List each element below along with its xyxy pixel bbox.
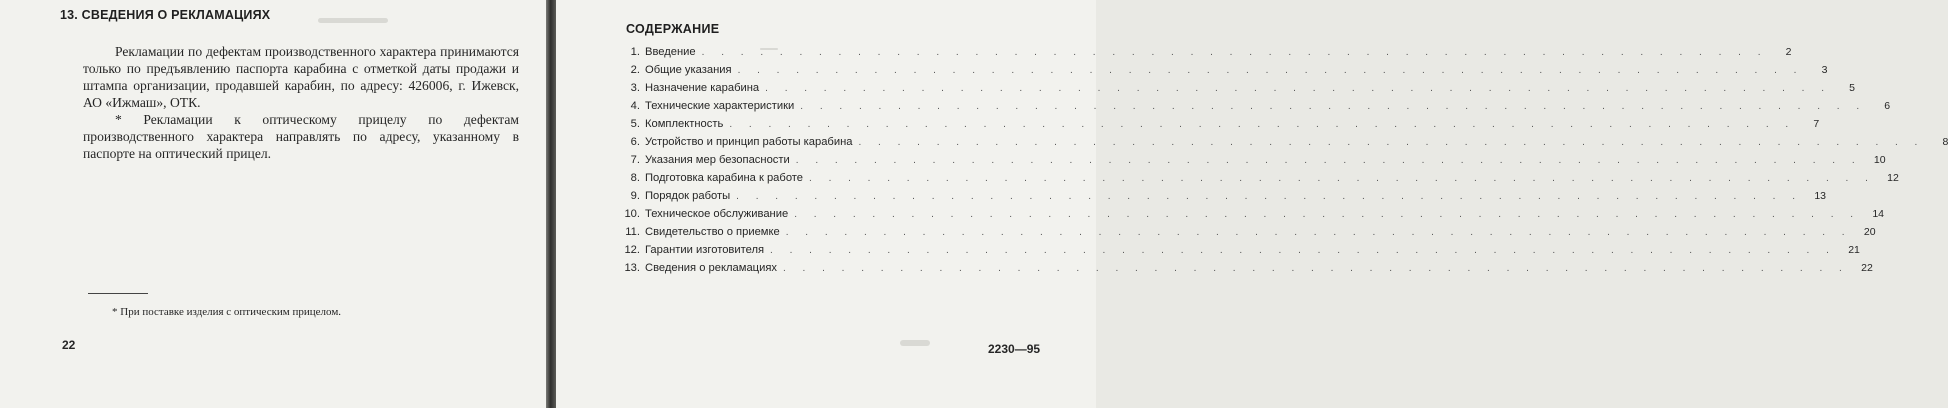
- toc-title: СОДЕРЖАНИЕ: [626, 22, 720, 36]
- toc-leader-dots: . . . . . . . . . . . . . . . . . . . . . . . . . . . . . . . . . . . . . . . . . . . . . . . . . . . . . . .: [782, 263, 1849, 274]
- page-number: 22: [62, 338, 76, 352]
- toc-leader-dots: . . . . . . . . . . . . . . . . . . . . . . . . . . . . . . . . . . . . . . . . . . . . . . . . . . . . . . .: [809, 173, 1875, 184]
- toc-item-number: 8.: [630, 172, 640, 184]
- toc-item-safety: [616, 154, 1886, 172]
- toc-leader-dots: . . . . . . . . . . . . . . . . . . . . . . . . . . . . . . . . . . . . . . . . . . . . . . . . . . . . . . .: [701, 47, 1768, 58]
- section-title: 13. СВЕДЕНИЯ О РЕКЛАМАЦИЯХ: [60, 8, 271, 22]
- toc-item-number: 5.: [630, 118, 640, 130]
- toc-item-page: 12: [1887, 172, 1899, 184]
- toc-item-page: 14: [1872, 208, 1885, 220]
- toc-leader-dots: . . . . . . . . . . . . . . . . . . . . . . . . . . . . . . . . . . . . . . . . . . . . . . . . . . . . . . .: [794, 209, 1861, 220]
- toc-item-label: Подготовка карабина к работе: [645, 172, 804, 184]
- toc-item-page: 13: [1814, 190, 1827, 202]
- toc-item-page: 20: [1863, 226, 1876, 238]
- toc-item-label: Техническое обслуживание: [645, 208, 789, 220]
- scan-smudge: [318, 18, 388, 23]
- toc-item-label: Устройство и принцип работы карабина: [645, 136, 853, 148]
- toc-item-page: 3: [1821, 64, 1828, 76]
- toc-item-page: 7: [1813, 118, 1820, 130]
- toc-item-number: 1.: [630, 46, 640, 58]
- toc-item-label: Свидетельство о приемке: [645, 226, 780, 238]
- toc-leader-dots: . . . . . . . . . . . . . . . . . . . . . . . . . . . . . . . . . . . . . . . . . . . . . . . . . . . . . . .: [785, 227, 1852, 238]
- toc-item-specs: [616, 100, 1891, 118]
- toc-item-number: 6.: [630, 136, 640, 148]
- toc-item-number: 12.: [624, 244, 640, 256]
- toc-leader-dots: . . . . . . . . . . . . . . . . . . . . . . . . . . . . . . . . . . . . . . . . . . . . . . . . . . . . . . .: [770, 245, 1836, 256]
- toc-item-label: Общие указания: [645, 64, 732, 76]
- complaint-paragraph-1: Рекламации по дефектам производственного характера принимаются только по предъявлению паспорта карабина с отметкой даты продажи и штампа организации, продавшей карабин, по адресу: 426006, г. Ижевск, АО «Ижмаш», ОТК.: [83, 44, 519, 110]
- toc-leader-dots: . . . . . . . . . . . . . . . . . . . . . . . . . . . . . . . . . . . . . . . . . . . . . . . . . . . . . . .: [729, 119, 1796, 130]
- table-of-contents: [616, 46, 1948, 280]
- toc-item-label: Комплектность: [645, 118, 724, 130]
- toc-item-operation: [616, 190, 1827, 208]
- complaint-paragraph-2: * Рекламации к оптическому прицелу по дефектам производственного характера направлять по адресу, указанному в паспорте на оптический прицел.: [83, 112, 519, 161]
- toc-item-page: 2: [1785, 46, 1792, 58]
- document-code: 2230—95: [988, 342, 1041, 356]
- toc-item-maintenance: [616, 208, 1885, 226]
- book-gutter: [546, 0, 556, 408]
- toc-item-label: Сведения о рекламациях: [645, 262, 777, 274]
- toc-item-purpose: [616, 82, 1855, 100]
- toc-item-page: 5: [1849, 82, 1855, 94]
- toc-item-number: 9.: [630, 190, 640, 202]
- toc-item-number: 2.: [630, 64, 640, 76]
- toc-item-label: Указания мер безопасности: [645, 154, 790, 166]
- toc-item-page: 22: [1861, 262, 1873, 274]
- footnote: * При поставке изделия с оптическим прицелом.: [112, 306, 342, 318]
- toc-item-preparation: [616, 172, 1899, 190]
- toc-leader-dots: . . . . . . . . . . . . . . . . . . . . . . . . . . . . . . . . . . . . . . . . . . . . . . . . . . . . . . .: [736, 191, 1803, 202]
- toc-item-label: Гарантии изготовителя: [645, 244, 765, 256]
- toc-item-general: [616, 64, 1828, 82]
- toc-item-number: 4.: [630, 100, 640, 112]
- toc-item-page: 8: [1942, 136, 1948, 148]
- toc-item-label: Порядок работы: [645, 190, 731, 202]
- toc-item-page: 10: [1873, 154, 1886, 166]
- toc-item-complaints: [616, 262, 1873, 280]
- toc-item-number: 13.: [624, 262, 640, 274]
- toc-item-design: [616, 136, 1948, 154]
- toc-leader-dots: . . . . . . . . . . . . . . . . . . . . . . . . . . . . . . . . . . . . . . . . . . . . . . . . . . . . . . .: [737, 65, 1804, 76]
- toc-item-label: Введение: [645, 46, 696, 58]
- toc-item-acceptance: [616, 226, 1876, 244]
- toc-item-page: 21: [1848, 244, 1860, 256]
- scan-smudge: [900, 340, 930, 346]
- toc-item-number: 3.: [630, 82, 640, 94]
- toc-item-label: Технические характеристики: [645, 100, 795, 112]
- toc-leader-dots: . . . . . . . . . . . . . . . . . . . . . . . . . . . . . . . . . . . . . . . . . . . . . . . . . . . . . . .: [858, 137, 1925, 148]
- toc-item-introduction: [616, 46, 1792, 64]
- toc-item-warranty: [616, 244, 1860, 262]
- toc-item-kit: [616, 118, 1820, 136]
- toc-item-number: 10.: [624, 208, 640, 220]
- toc-leader-dots: . . . . . . . . . . . . . . . . . . . . . . . . . . . . . . . . . . . . . . . . . . . . . . . . . . . . . . .: [800, 101, 1867, 112]
- toc-leader-dots: . . . . . . . . . . . . . . . . . . . . . . . . . . . . . . . . . . . . . . . . . . . . . . . . . . . . . . .: [795, 155, 1862, 166]
- toc-leader-dots: . . . . . . . . . . . . . . . . . . . . . . . . . . . . . . . . . . . . . . . . . . . . . . . . . . . . . . .: [765, 83, 1831, 94]
- toc-item-number: 7.: [630, 154, 640, 166]
- toc-item-page: 6: [1884, 100, 1891, 112]
- toc-item-number: 11.: [625, 226, 640, 238]
- toc-item-label: Назначение карабина: [645, 82, 760, 94]
- footnote-rule: [88, 293, 148, 294]
